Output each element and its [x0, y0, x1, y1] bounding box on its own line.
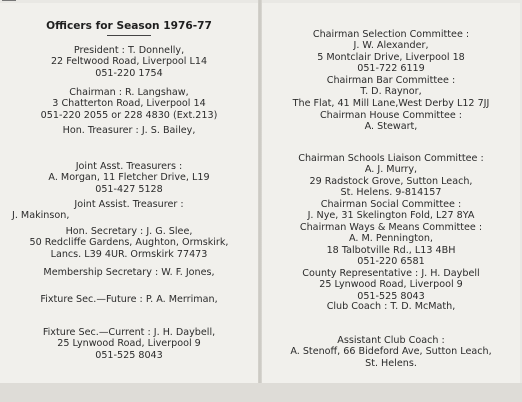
- assistant-coach-address: A. Stenoff, 66 Bideford Ave, Sutton Leach,: [290, 346, 492, 358]
- fixture-current-phone: 051-525 8043: [95, 349, 163, 361]
- ways-means-phone: 051-220 6581: [357, 256, 425, 268]
- ways-means-heading: Chairman Ways & Means Committee :: [299, 222, 483, 233]
- joint-asst-treasurers-block: [0, 161, 258, 195]
- joint-assist-treasurer-name: J. Makinson,: [12, 210, 70, 222]
- bar-committee-block: [262, 75, 520, 109]
- secretary-phone: Lancs. L39 4UR. Ormskirk 77473: [50, 248, 208, 260]
- treasurer-block: [0, 125, 258, 136]
- club-coach-line: Club Coach : T. D. McMath,: [326, 301, 456, 312]
- president-address: 22 Feltwood Road, Liverpool L14: [50, 56, 208, 68]
- season-title-block: [0, 21, 258, 36]
- treasurer-line: Hon. Treasurer : J. S. Bailey,: [62, 125, 196, 136]
- chairman-block: [0, 87, 258, 121]
- social-committee-block: [262, 199, 520, 222]
- fixture-current-address: 25 Lynwood Road, Liverpool 9: [57, 338, 201, 350]
- bottom-shadow: [0, 383, 522, 402]
- president-phone: 051-220 1754: [95, 67, 163, 79]
- joint-asst-treasurers-heading: Joint Asst. Treasurers :: [75, 161, 183, 172]
- bar-committee-address: The Flat, 41 Mill Lane,West Derby L12 7JJ: [292, 97, 490, 109]
- schools-liaison-town-phone: St. Helens. 9-814157: [340, 187, 442, 199]
- left-page: [0, 3, 258, 383]
- bar-committee-heading: Chairman Bar Committee :: [326, 75, 456, 86]
- schools-liaison-heading: Chairman Schools Liaison Committee :: [298, 153, 484, 164]
- ways-means-address: 18 Talbotville Rd., L13 4BH: [326, 244, 456, 256]
- bar-committee-name: T. D. Raynor,: [360, 86, 422, 98]
- joint-assist-treasurer-heading: Joint Assist. Treasurer :: [74, 199, 184, 210]
- schools-liaison-address: 29 Radstock Grove, Sutton Leach,: [309, 175, 473, 187]
- president-block: [0, 45, 258, 79]
- assistant-coach-town: St. Helens.: [365, 357, 417, 369]
- title-rule: [107, 35, 151, 36]
- county-rep-address: 25 Lynwood Road, Liverpool 9: [319, 279, 463, 291]
- social-committee-details: J. Nye, 31 Skelington Fold, L27 8YA: [307, 210, 475, 222]
- top-edge-mark: [2, 0, 16, 1]
- house-committee-name: A. Stewart,: [364, 121, 418, 133]
- joint-asst-treasurers-phone: 051-427 5128: [95, 183, 163, 195]
- membership-secretary-line: Membership Secretary : W. F. Jones,: [43, 267, 215, 278]
- fixture-future-line: Fixture Sec.—Future : P. A. Merriman,: [40, 294, 218, 305]
- president-name: President : T. Donnelly,: [73, 45, 185, 56]
- ways-means-block: [262, 222, 520, 268]
- assistant-coach-heading: Assistant Club Coach :: [337, 335, 445, 346]
- schools-liaison-name: A. J. Murry,: [364, 164, 418, 176]
- house-committee-block: [262, 110, 520, 133]
- secretary-address: 50 Redcliffe Gardens, Aughton, Ormskirk,: [29, 237, 229, 249]
- fixture-current-block: [0, 327, 258, 361]
- membership-secretary-block: [0, 267, 258, 278]
- schools-liaison-block: [262, 153, 520, 199]
- chairman-address: 3 Chatterton Road, Liverpool 14: [52, 98, 206, 110]
- county-rep-phone: 051-525 8043: [357, 290, 425, 302]
- secretary-block: [0, 226, 258, 260]
- house-committee-heading: Chairman House Committee :: [319, 110, 463, 121]
- county-rep-name: County Representative : J. H. Daybell: [302, 268, 480, 279]
- county-rep-block: [262, 268, 520, 302]
- season-title: Officers for Season 1976-77: [46, 20, 212, 32]
- selection-committee-phone: 051-722 6119: [357, 63, 425, 75]
- chairman-phone: 051-220 2055 or 228 4830 (Ext.213): [40, 109, 218, 121]
- joint-assist-treasurer-block: [0, 199, 258, 222]
- selection-committee-heading: Chairman Selection Committee :: [312, 29, 470, 40]
- chairman-name: Chairman : R. Langshaw,: [69, 87, 189, 98]
- social-committee-heading: Chairman Social Committee :: [320, 199, 462, 210]
- right-page: [262, 3, 520, 383]
- fixture-current-name: Fixture Sec.—Current : J. H. Daybell,: [42, 327, 216, 338]
- ways-means-name: A. M. Pennington,: [349, 233, 433, 245]
- joint-asst-treasurers-address: A. Morgan, 11 Fletcher Drive, L19: [48, 172, 210, 184]
- fixture-future-block: [0, 294, 258, 305]
- selection-committee-address: 5 Montclair Drive, Liverpool 18: [317, 51, 465, 63]
- selection-committee-name: J. W. Alexander,: [353, 40, 429, 52]
- assistant-coach-block: [262, 335, 520, 369]
- secretary-name: Hon. Secretary : J. G. Slee,: [65, 226, 193, 237]
- selection-committee-block: [262, 29, 520, 75]
- club-coach-block: [262, 301, 520, 312]
